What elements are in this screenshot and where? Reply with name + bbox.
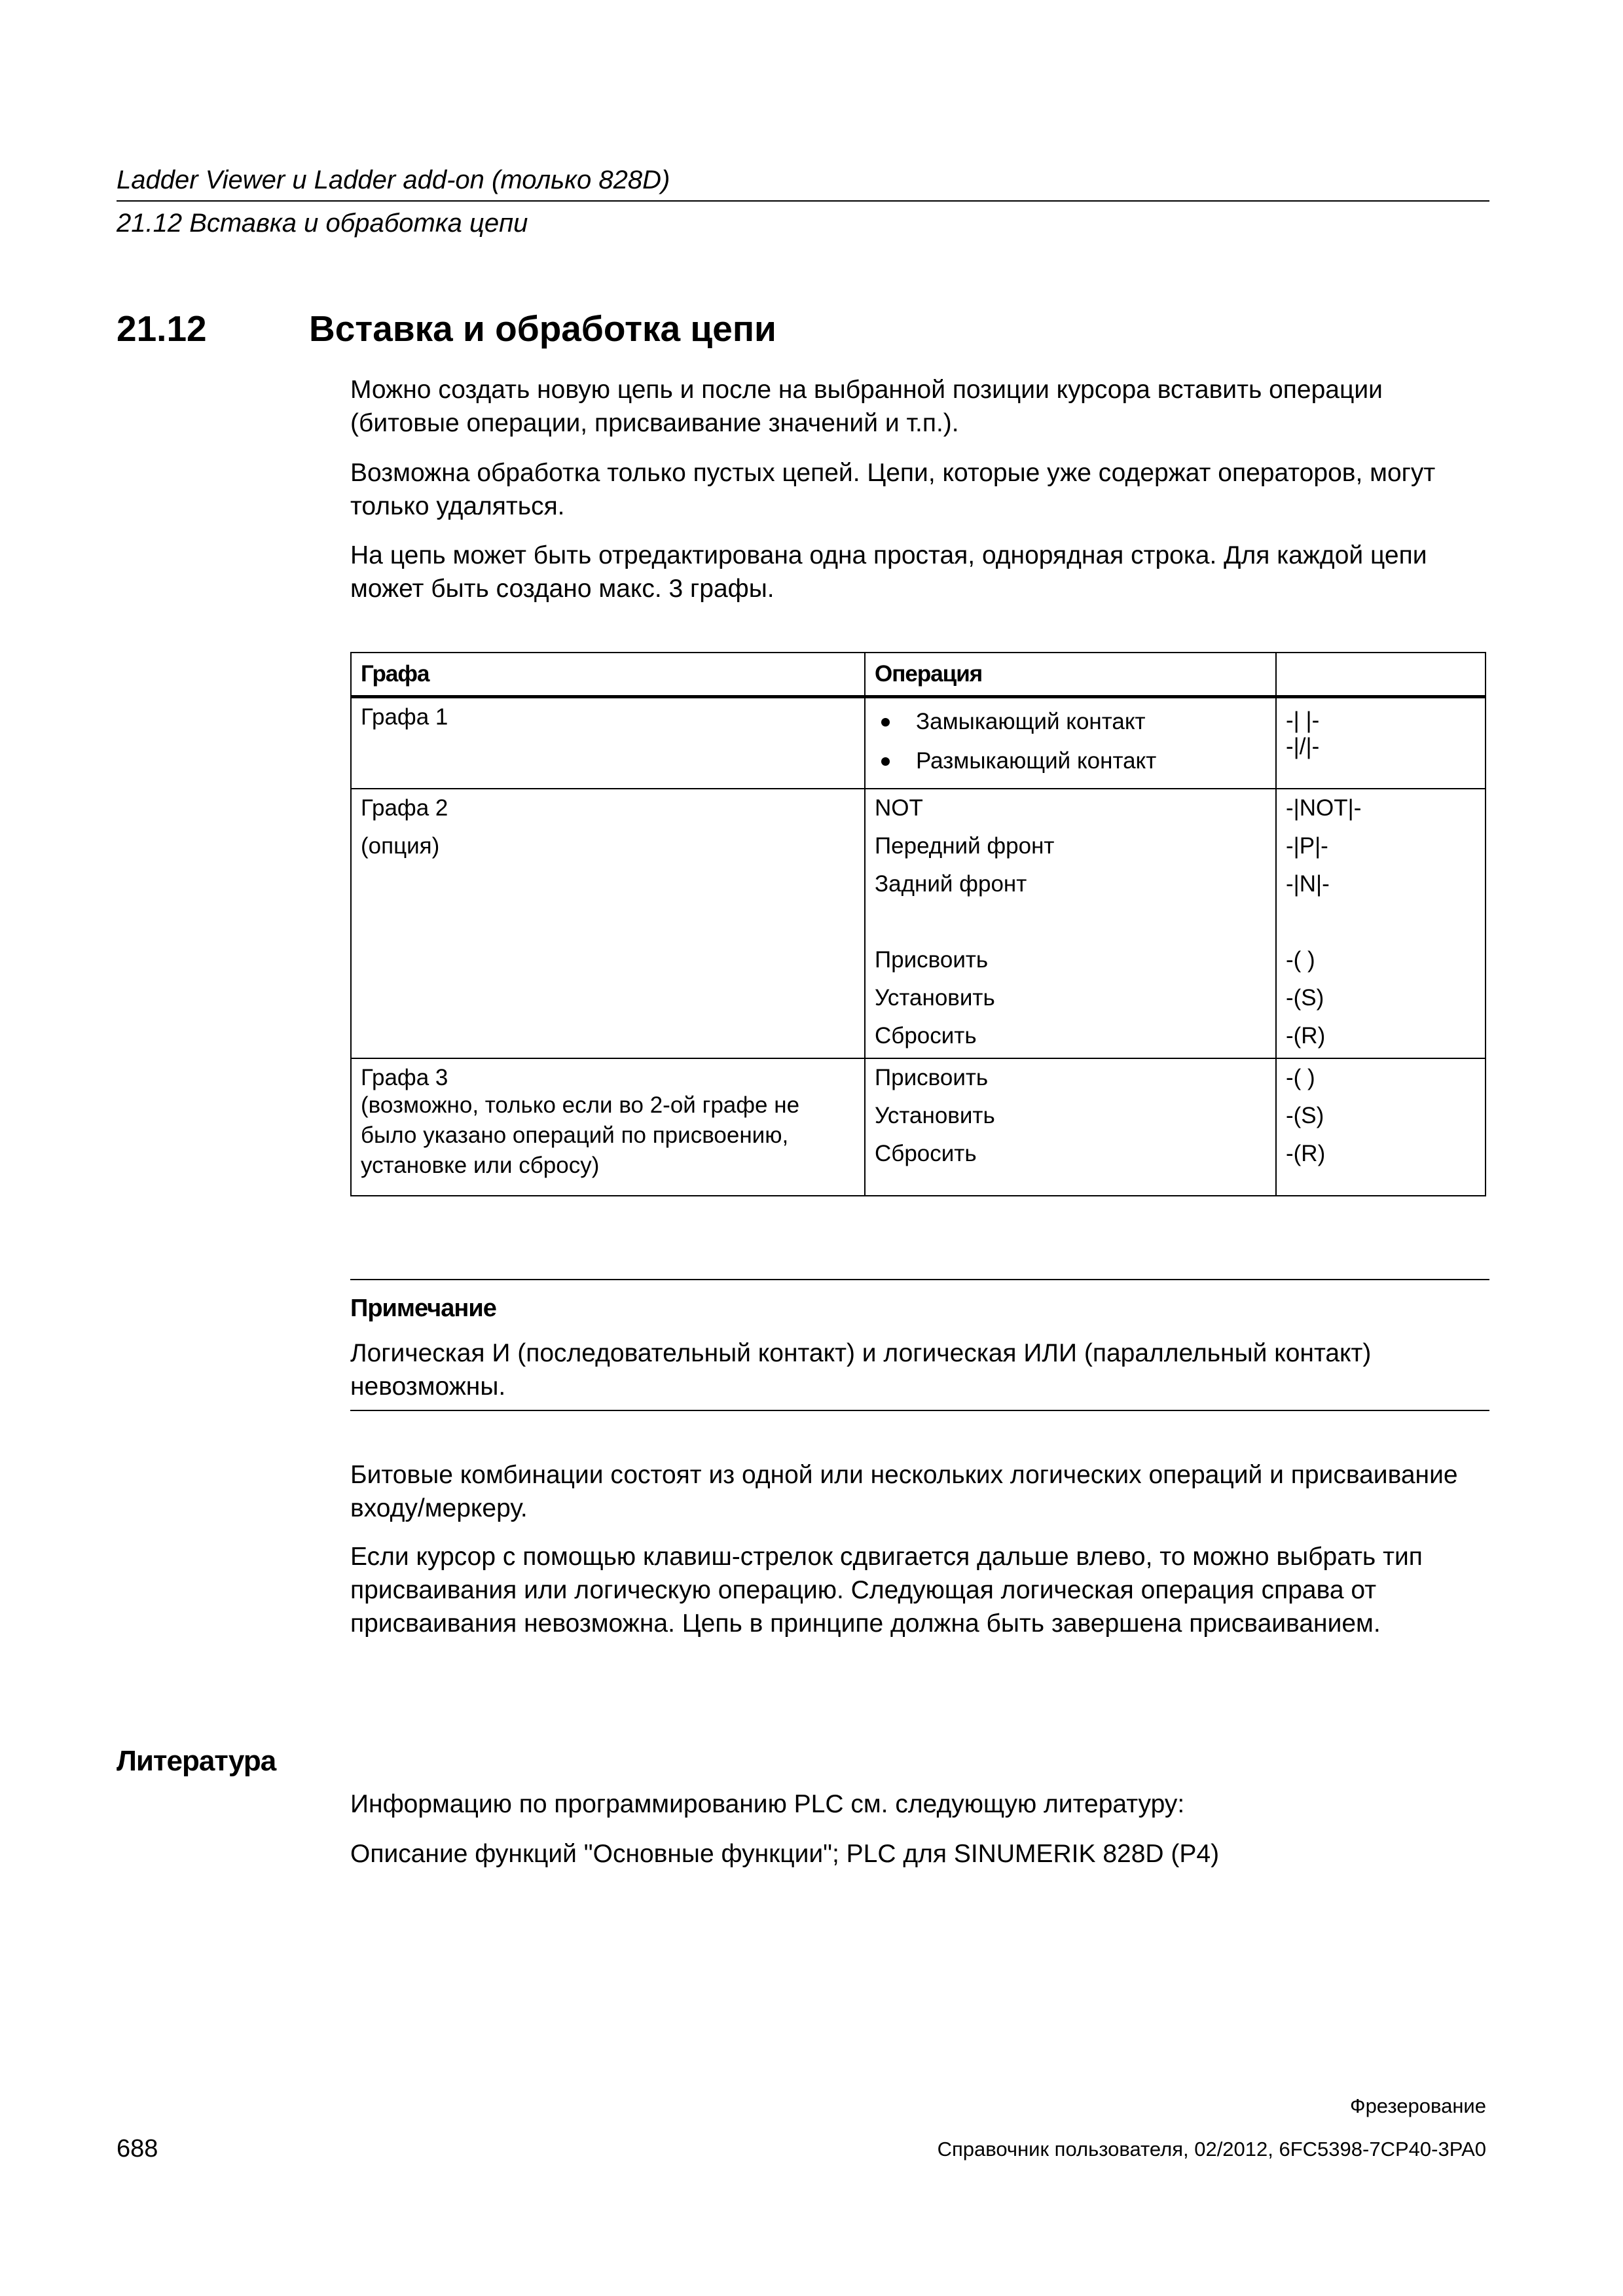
literature-line-2: Описание функций "Основные функции"; PLC для SINUMERIK 828D (P4) bbox=[350, 1840, 1220, 1868]
operation-label: Присвоить bbox=[875, 946, 989, 973]
note-bottom-rule bbox=[350, 1410, 1489, 1411]
operation-label: Размыкающий контакт bbox=[916, 748, 1157, 774]
symbol-label: -(R) bbox=[1286, 1140, 1326, 1166]
operation-label: Присвоить bbox=[875, 1064, 989, 1090]
body-paragraph-2: Если курсор с помощью клавиш-стрелок сдвигается дальше влево, то можно выбрать тип присваивания или логическую операцию. Следующая логическая операция справа от присваивания невозможна. Цепь в принципе должна быть завершена присваиванием. bbox=[350, 1543, 1423, 1638]
operation-label: Установить bbox=[875, 1102, 995, 1128]
operations-table bbox=[350, 652, 1486, 1196]
symbol-label: -|N|- bbox=[1286, 870, 1330, 897]
table-cell-symbols bbox=[1276, 697, 1486, 789]
symbol-label: -(S) bbox=[1286, 984, 1324, 1011]
table-cell-column bbox=[351, 1058, 865, 1196]
intro-paragraph-1: Можно создать новую цепь и после на выбранной позиции курсора вставить операции (битовые операции, присваивание значений и т.п.). bbox=[350, 376, 1383, 437]
header-rule bbox=[117, 200, 1489, 202]
literature-heading: Литература bbox=[117, 1745, 276, 1777]
footer-product: Фрезерование bbox=[1350, 2094, 1486, 2117]
running-header-section: 21.12 Вставка и обработка цепи bbox=[117, 209, 528, 238]
list-item bbox=[875, 742, 1266, 781]
table-header-row bbox=[351, 653, 1486, 697]
table-header-column: Графа bbox=[351, 653, 865, 697]
column-note: (возможно, только если во 2-ой графе не было указано операций по присвоению, установке или сбросу) bbox=[361, 1092, 800, 1178]
table-header-operation: Операция bbox=[865, 653, 1276, 697]
table-cell-column bbox=[351, 697, 865, 789]
note-text: Логическая И (последовательный контакт) и логическая ИЛИ (параллельный контакт) невозможны. bbox=[350, 1339, 1372, 1401]
footer-manual: Справочник пользователя, 02/2012, 6FC5398-7CP40-3PA0 bbox=[937, 2138, 1486, 2161]
column-note: (опция) bbox=[361, 833, 440, 859]
page-number: 688 bbox=[117, 2135, 158, 2162]
table-cell-operations bbox=[865, 789, 1276, 1058]
intro-paragraph-2: Возможна обработка только пустых цепей. Цепи, которые уже содержат операторов, могут только удаляться. bbox=[350, 459, 1436, 520]
table-header-symbol bbox=[1276, 653, 1486, 697]
literature-line-1: Информацию по программированию PLC см. следующую литературу: bbox=[350, 1790, 1185, 1818]
note-top-rule bbox=[350, 1279, 1489, 1280]
column-label: Графа 3 bbox=[361, 1064, 448, 1090]
operation-label: Сбросить bbox=[875, 1140, 977, 1166]
table-row bbox=[351, 789, 1486, 1058]
table-cell-column bbox=[351, 789, 865, 1058]
table-row bbox=[351, 1058, 1486, 1196]
body-paragraph-1: Битовые комбинации состоят из одной или нескольких логических операций и присваивание входу/меркеру. bbox=[350, 1461, 1458, 1522]
table-cell-operations bbox=[865, 697, 1276, 789]
note-title: Примечание bbox=[350, 1295, 496, 1322]
operation-label: Задний фронт bbox=[875, 870, 1027, 897]
bullet-icon bbox=[881, 757, 890, 766]
running-header-title: Ladder Viewer и Ladder add-on (только 828D) bbox=[117, 166, 670, 194]
operation-label: Передний фронт bbox=[875, 833, 1055, 859]
table-cell-symbols bbox=[1276, 1058, 1486, 1196]
table-cell-symbols bbox=[1276, 789, 1486, 1058]
symbol-label: -|P|- bbox=[1286, 833, 1328, 859]
column-label: Графа 2 bbox=[361, 795, 448, 821]
table-row bbox=[351, 697, 1486, 789]
symbol-label: -( ) bbox=[1286, 1064, 1315, 1090]
section-title: Вставка и обработка цепи bbox=[309, 308, 776, 349]
section-number: 21.12 bbox=[117, 308, 207, 349]
symbol-spacer bbox=[1286, 903, 1476, 941]
intro-paragraph-3: На цепь может быть отредактирована одна простая, однорядная строка. Для каждой цепи может быть создано макс. 3 графы. bbox=[350, 541, 1427, 603]
table-cell-operations bbox=[865, 1058, 1276, 1196]
symbol-label: -(S) bbox=[1286, 1102, 1324, 1128]
symbol-label: -( ) bbox=[1286, 946, 1315, 973]
symbol-label: -| |- bbox=[1286, 708, 1320, 733]
operation-label: Сбросить bbox=[875, 1022, 977, 1049]
symbol-label: -|/|- bbox=[1286, 734, 1320, 759]
operation-label: NOT bbox=[875, 795, 923, 821]
column-label: Графа 1 bbox=[361, 704, 448, 730]
operation-spacer bbox=[875, 903, 1266, 941]
operation-label: Установить bbox=[875, 984, 995, 1011]
symbol-label: -(R) bbox=[1286, 1022, 1326, 1049]
symbol-label: -|NOT|- bbox=[1286, 795, 1362, 821]
list-item bbox=[875, 702, 1266, 742]
operation-label: Замыкающий контакт bbox=[916, 709, 1146, 734]
bullet-icon bbox=[881, 718, 890, 726]
